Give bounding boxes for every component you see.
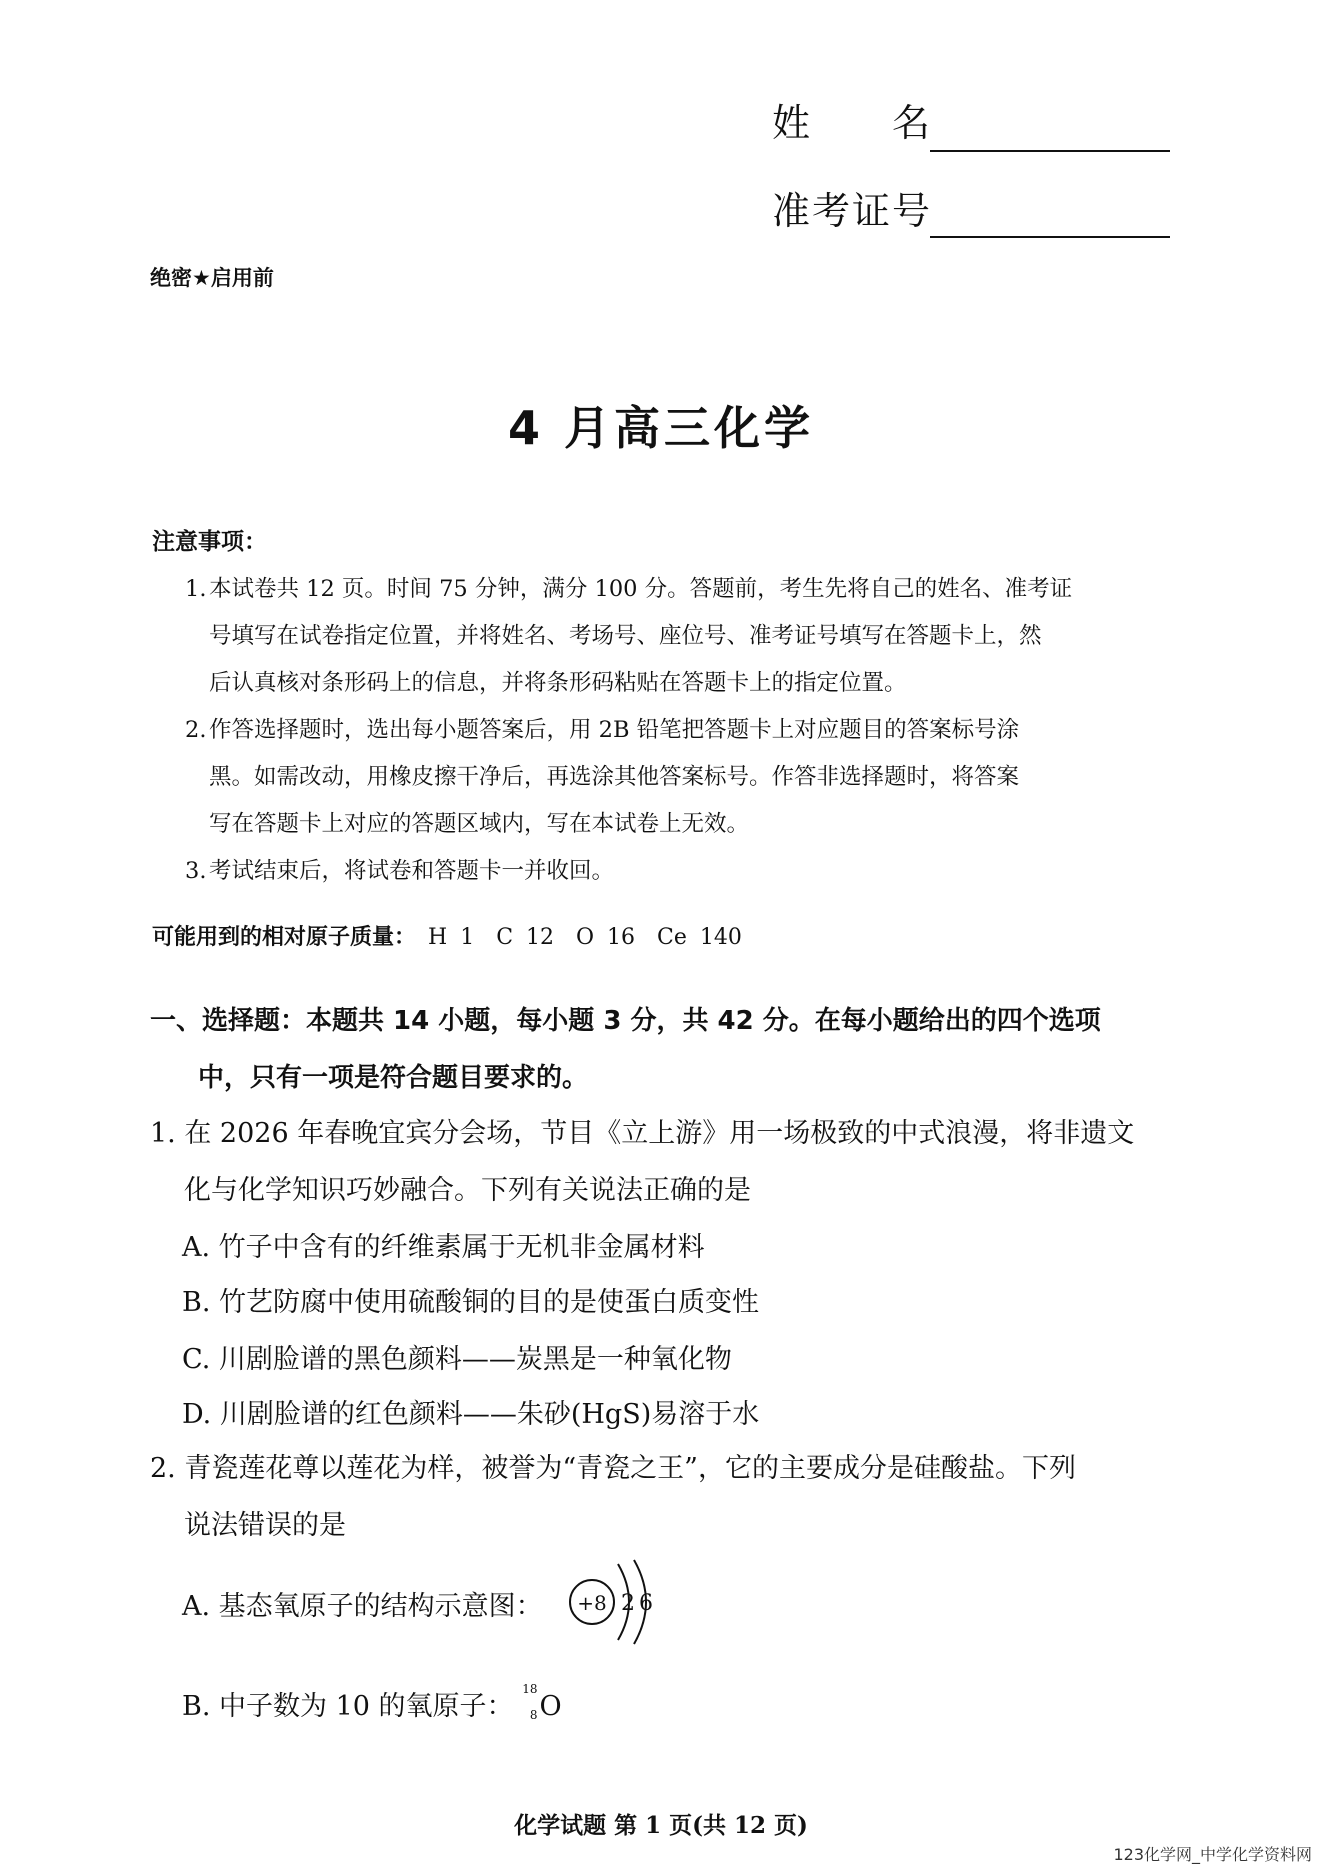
note-number: 3. [185,858,207,884]
note-line: 号填写在试卷指定位置，并将姓名、考场号、座位号、准考证号填写在答题卡上，然 [209,623,1042,649]
question-line: 1. 在 2026 年春晚宜宾分会场，节目《立上游》用一场极致的中式浪漫，将非遗文 [150,1118,1135,1149]
name-label: 姓 名 [772,101,933,145]
page-footer: 化学试题 第 1 页(共 12 页) [514,1812,808,1839]
question-line: 2. 青瓷莲花尊以莲花为样，被誉为“青瓷之王”，它的主要成分是硅酸盐。下列 [150,1453,1076,1484]
nucleus-charge: +8 [577,1591,607,1615]
section-heading [150,993,1170,1107]
note-item-3 [185,848,1169,895]
note-line: 后认真核对条形码上的信息，并将条形码粘贴在答题卡上的指定位置。 [209,670,907,696]
atomic-mass-label: 可能用到的相对原子质量： [152,925,417,950]
q2-option-b [182,1684,562,1723]
name-field-line[interactable] [930,150,1170,152]
oxygen-atom-structure-diagram [560,1556,670,1646]
isotope-notation [514,1682,540,1722]
q1-option-b: B. 竹艺防腐中使用硫酸铜的目的是使蛋白质变性 [182,1287,760,1318]
section-line: 一、选择题：本题共 14 小题，每小题 3 分，共 42 分。在每小题给出的四个选项 [150,1006,1101,1036]
atomic-mass-line [152,920,742,951]
exam-id-label: 准考证号 [772,189,933,233]
note-line: 考试结束后，将试卷和答题卡一并收回。 [209,858,615,884]
note-number: 1. [185,576,207,602]
note-number: 2. [185,717,207,743]
atomic-mass-values: H 1 C 12 O 16 Ce 140 [428,925,742,950]
q1-option-a: A. 竹子中含有的纤维素属于无机非金属材料 [182,1232,705,1263]
element-symbol: O [539,1691,562,1722]
question-2-stem [150,1440,1170,1554]
question-line: 说法错误的是 [184,1510,346,1541]
section-line: 中，只有一项是符合题目要求的。 [198,1063,589,1093]
q2-option-b-text: B. 中子数为 10 的氧原子： [182,1691,514,1722]
shell-1-electrons: 2 [621,1591,635,1616]
q2-option-a-text: A. 基态氧原子的结构示意图： [182,1591,543,1622]
confidential-notice: 绝密★启用前 [150,266,274,290]
q1-option-d: D. 川剧脸谱的红色颜料——朱砂(HgS)易溶于水 [182,1399,760,1430]
exam-id-field-line[interactable] [930,236,1170,238]
note-line: 黑。如需改动，用橡皮擦干净后，再选涂其他答案标号。作答非选择题时，将答案 [209,764,1020,790]
q1-option-c: C. 川剧脸谱的黑色颜料——炭黑是一种氧化物 [182,1344,732,1375]
note-line: 写在答题卡上对应的答题区域内，写在本试卷上无效。 [209,811,750,837]
note-line: 本试卷共 12 页。时间 75 分钟，满分 100 分。答题前，考生先将自己的姓名、准考证 [209,576,1073,602]
watermark: 123化学网_中学化学资料网 [1113,1845,1312,1864]
shell-2-electrons: 6 [639,1591,653,1616]
note-item-1 [185,566,1169,707]
note-item-2 [185,707,1169,848]
question-1-stem [150,1105,1170,1219]
question-line: 化与化学知识巧妙融合。下列有关说法正确的是 [184,1175,751,1206]
atomic-number: 8 [529,1708,538,1722]
notes-heading: 注意事项： [152,529,267,555]
mass-number: 18 [522,1682,538,1696]
page-title: 4 月高三化学 [507,401,815,455]
q2-option-a [182,1584,543,1623]
note-line: 作答选择题时，选出每小题答案后，用 2B 铅笔把答题卡上对应题目的答案标号涂 [209,717,1020,743]
